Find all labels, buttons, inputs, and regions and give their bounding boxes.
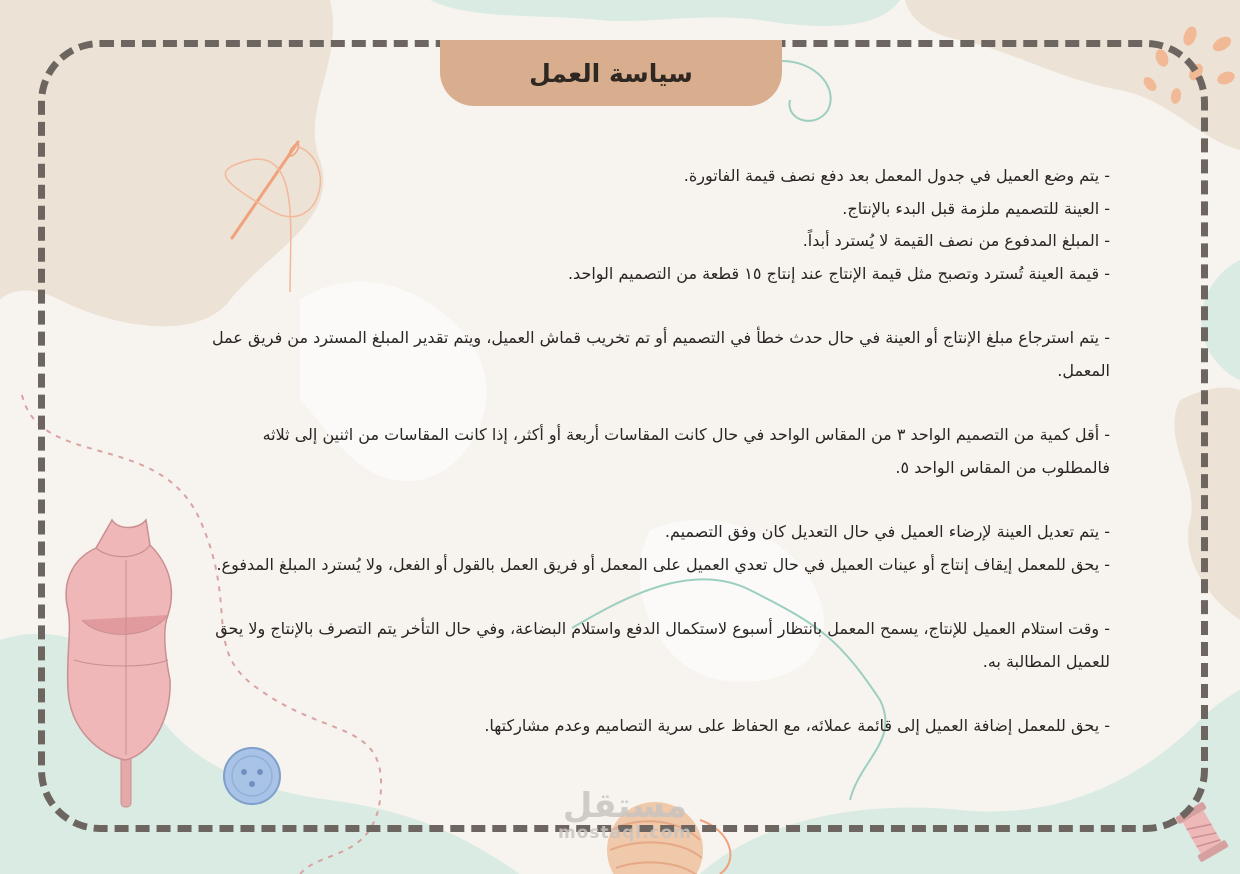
page-title: سياسة العمل bbox=[529, 58, 693, 88]
watermark-latin: mostaql.com bbox=[557, 823, 693, 843]
policy-item: - قيمة العينة تُسترد وتصبح مثل قيمة الإنتاج عند إنتاج ١٥ قطعة من التصميم الواحد. bbox=[567, 263, 1110, 283]
title-banner bbox=[440, 40, 782, 106]
policy-item: - أقل كمية من التصميم الواحد ٣ من المقاس الواحد في حال كانت المقاسات أربعة أو أكثر، إذا كانت المقاسات من اثنين إلى ثلاثه فالمطلوب من المقاس الواحد ٥. bbox=[262, 425, 1110, 477]
policy-text bbox=[190, 160, 1110, 743]
policy-item: - يحق للمعمل إيقاف إنتاج أو عينات العميل في حال تعدي العميل على المعمل أو فريق العمل بالقول أو الفعل، ولا يُسترد المبلغ المدفوع. bbox=[216, 554, 1110, 574]
policy-item: - العينة للتصميم ملزمة قبل البدء بالإنتاج. bbox=[842, 198, 1110, 218]
mint-blob-top bbox=[430, 0, 900, 26]
policy-item: - وقت استلام العميل للإنتاج، يسمح المعمل بانتظار أسبوع لاستكمال الدفع واستلام البضاعة، وفي حال التأخر يتم التصرف بالإنتاج ولا يحق للعميل المطالبة به. bbox=[215, 619, 1110, 671]
watermark bbox=[540, 788, 710, 842]
policy-item: - يحق للمعمل إضافة العميل إلى قائمة عملائه، مع الحفاظ على سرية التصاميم وعدم مشاركتها. bbox=[484, 716, 1110, 735]
policy-item: - يتم وضع العميل في جدول المعمل بعد دفع نصف قيمة الفاتورة. bbox=[683, 166, 1110, 185]
watermark-arabic: مستقل bbox=[562, 786, 688, 826]
policy-item: - المبلغ المدفوع من نصف القيمة لا يُسترد أبداً. bbox=[802, 231, 1110, 250]
policy-item: - يتم استرجاع مبلغ الإنتاج أو العينة في حال حدث خطأ في التصميم أو تم تخريب قماش العميل، ويتم تقدير المبلغ المسترد من فريق عمل المعمل. bbox=[211, 328, 1110, 380]
policy-item: - يتم تعديل العينة لإرضاء العميل في حال التعديل كان وفق التصميم. bbox=[664, 522, 1110, 541]
